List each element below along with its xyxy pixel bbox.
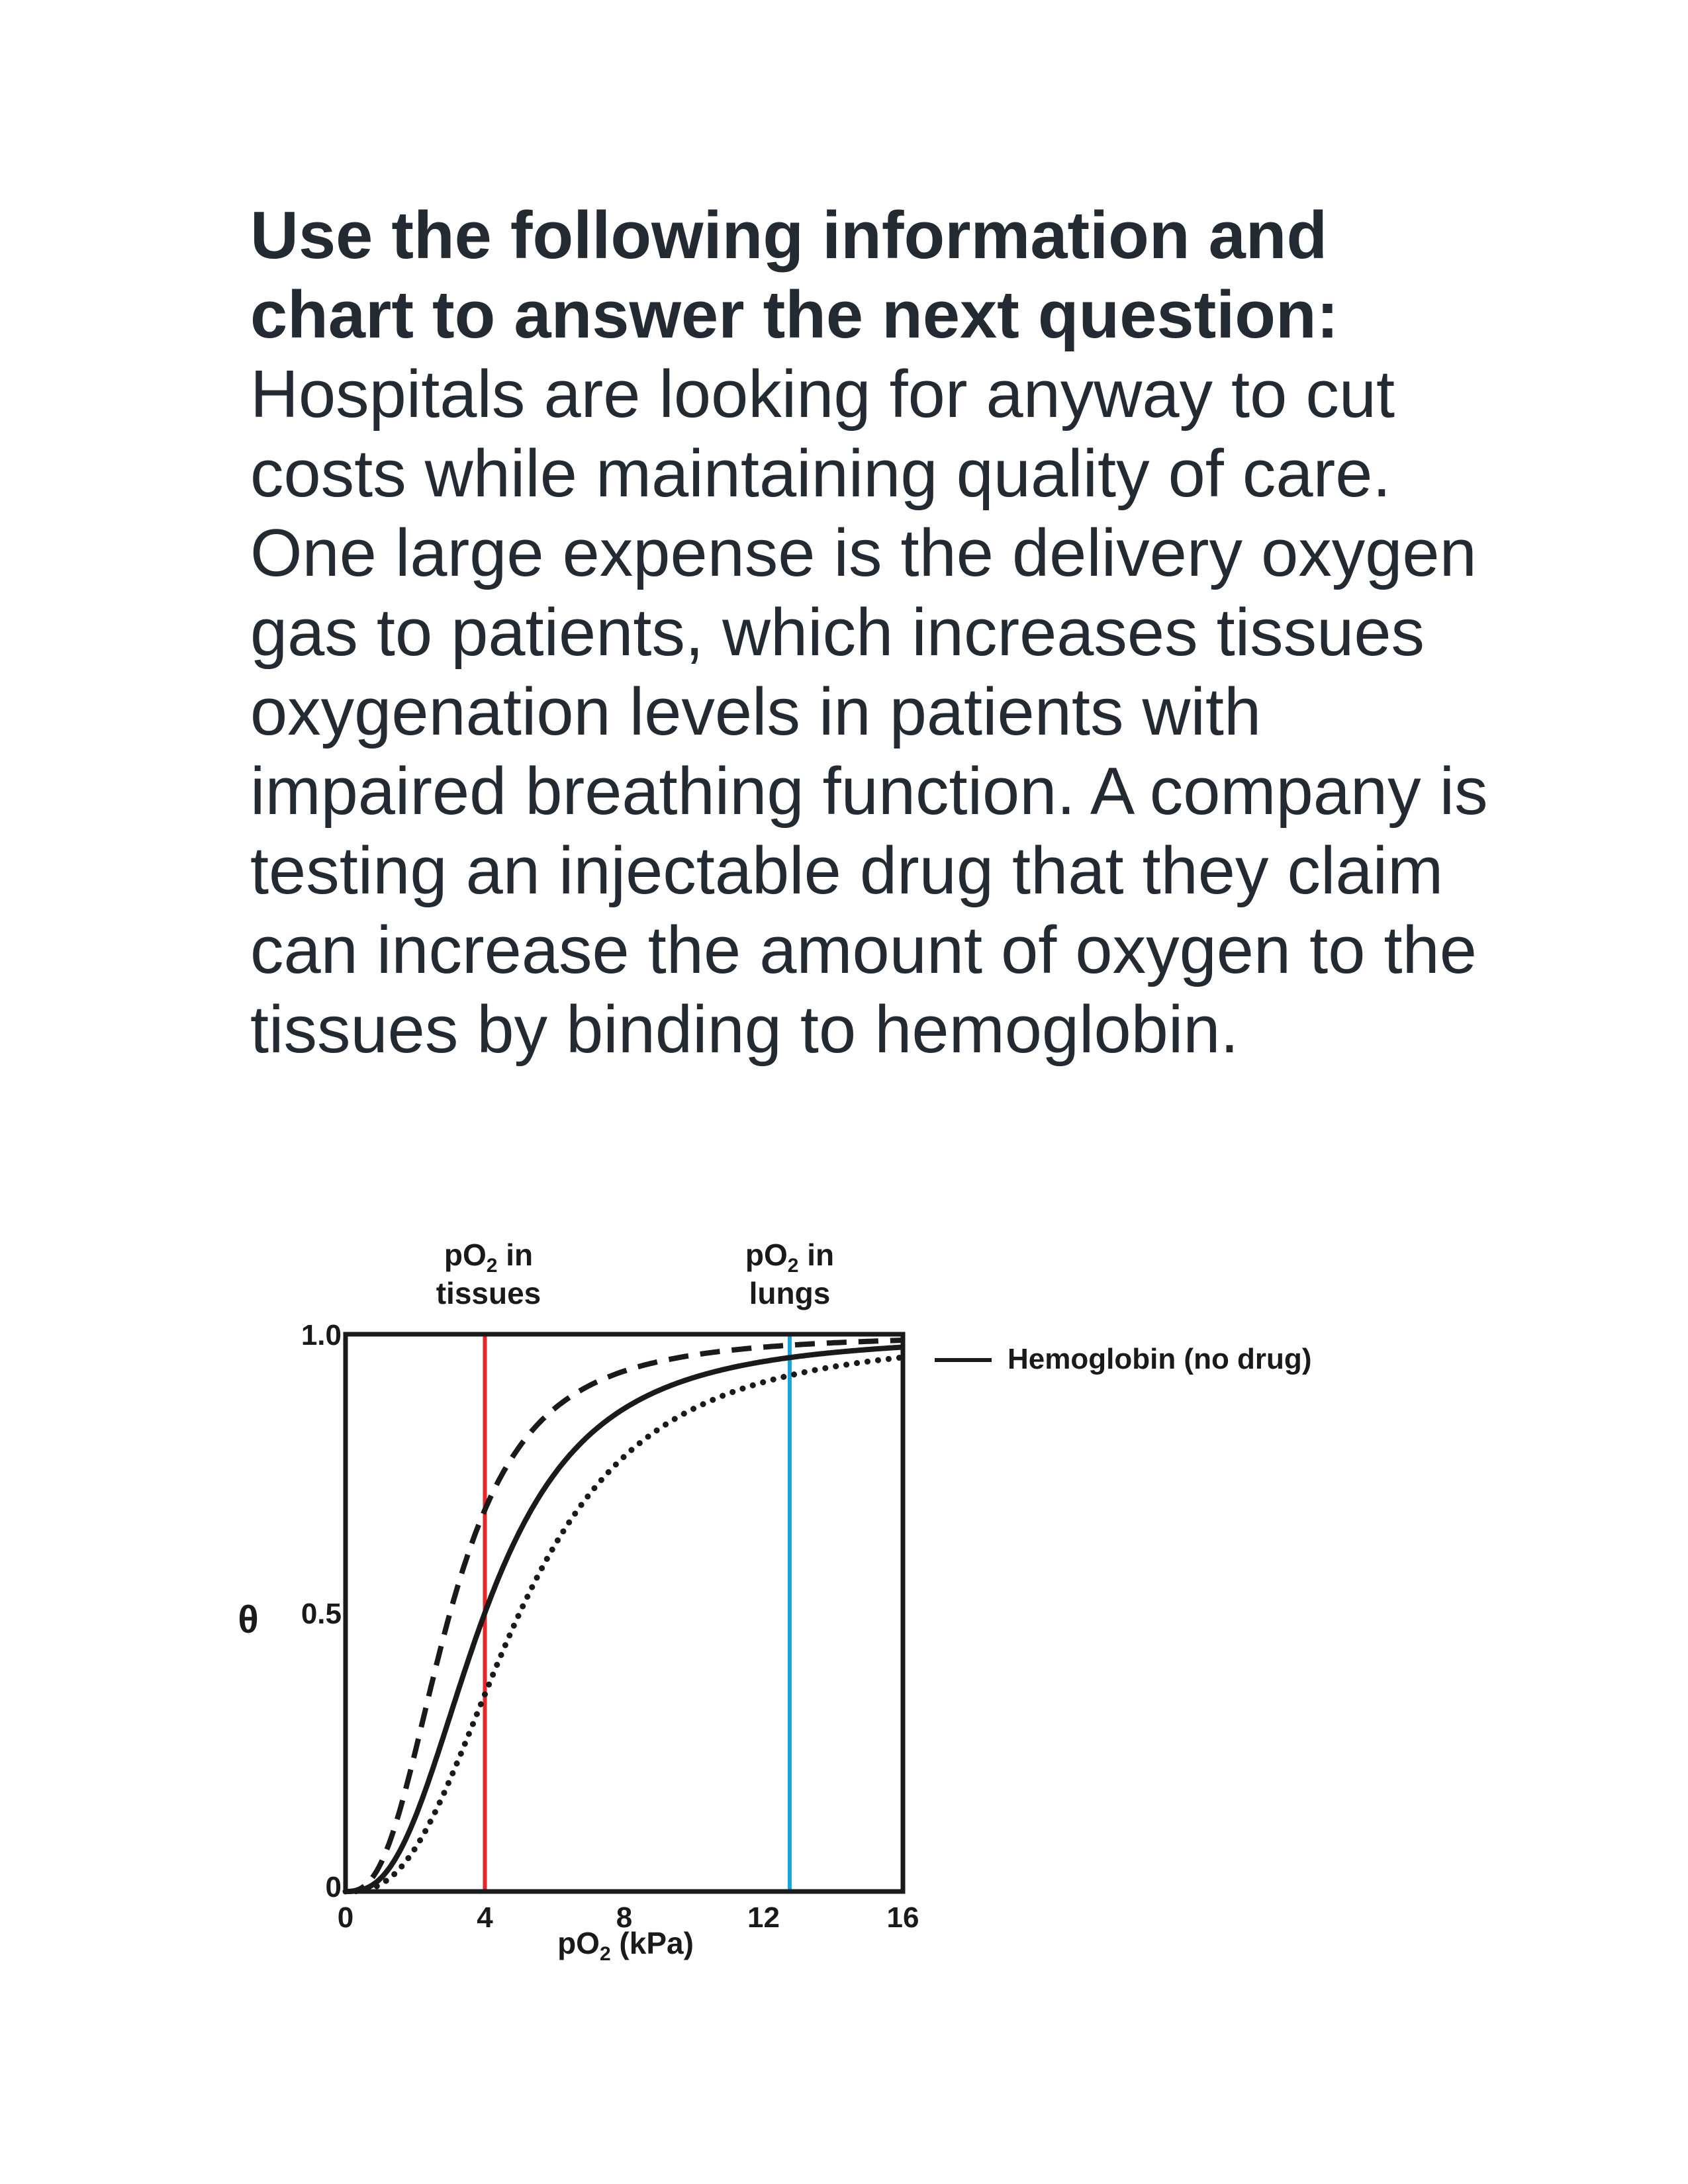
x-axis-label: $pO_2$ (kPa): [557, 1926, 694, 1965]
y-tick-label: 0: [325, 1871, 342, 1903]
tick-labels: [301, 1319, 919, 1934]
legend-label: Hemoglobin (no drug): [1008, 1343, 1312, 1375]
ref-label-tissues-line2: tissues: [436, 1276, 541, 1310]
x-tick-label: 12: [747, 1901, 780, 1934]
y-tick-label: 0.5: [301, 1598, 342, 1630]
x-tick-label: 0: [337, 1901, 354, 1934]
series-group: [346, 1340, 903, 1891]
y-tick-label: 1.0: [301, 1319, 342, 1351]
reference-lines: [485, 1334, 790, 1891]
series-line-solid: [346, 1347, 903, 1892]
ref-label-lungs-line2: lungs: [749, 1276, 831, 1310]
ref-label-tissues-line1: $pO_2$ in: [444, 1238, 534, 1277]
question-heading: Use the following information and chart to answer the next question:: [250, 199, 1339, 352]
x-tick-label: 8: [616, 1901, 633, 1934]
plot-frame: [346, 1334, 903, 1891]
series-line-dotted: [346, 1357, 903, 1891]
question-body: Hospitals are looking for anyway to cut costs while maintaining quality of care. One large expense is the delivery oxygen gas to patients, which increases tissues oxygenation levels in patients with impaired breathing function. A company is testing an injectable drug that they claim can increase the amount of oxygen to the tissues by binding to hemoglobin.: [250, 357, 1488, 1067]
question-text: [250, 196, 1508, 1069]
y-axis-label: θ: [238, 1598, 259, 1641]
series-line-dashed: [346, 1340, 903, 1891]
ref-label-lungs-line1: $pO_2$ in: [745, 1238, 835, 1277]
x-tick-label: 16: [886, 1901, 919, 1934]
x-tick-label: 4: [477, 1901, 493, 1934]
oxygen-dissociation-chart: [0, 1205, 1688, 1999]
